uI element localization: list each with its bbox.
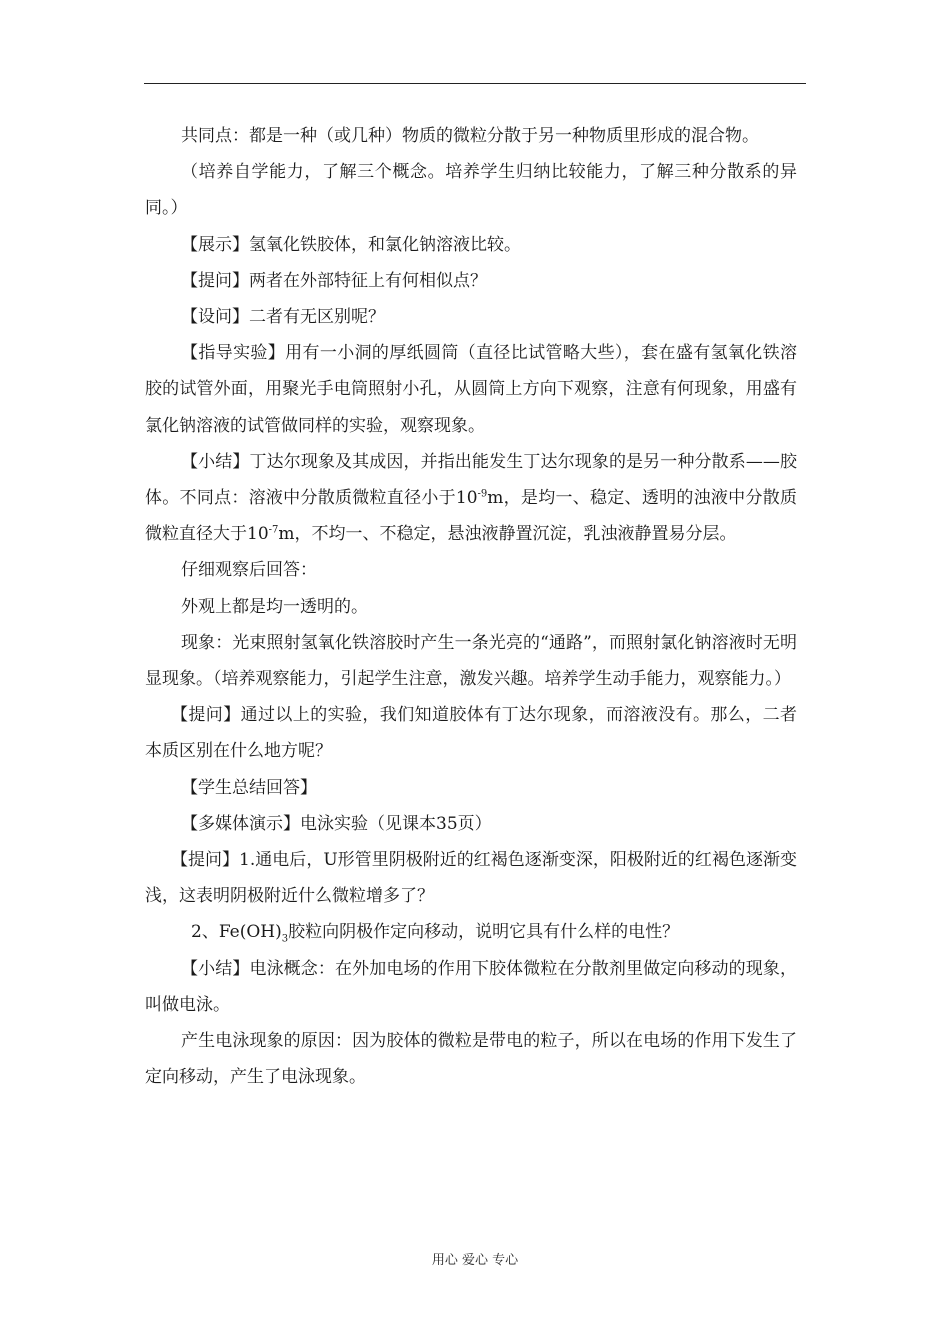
paragraph-question-1: 【提问】两者在外部特征上有何相似点？ [181, 270, 487, 291]
summary-text-b: m，是均一、稳定、透明的浊液中分散质微粒直径大于10 [145, 488, 797, 545]
paragraph-student-summary: 【学生总结回答】 [181, 777, 317, 798]
paragraph-question-2: 【设问】二者有无区别呢？ [181, 307, 385, 328]
paragraph-question-5 [145, 914, 797, 950]
q5-text-a: 2、Fe(OH) [191, 922, 282, 943]
summary-text-c: m，不均一、不稳定，悬浊液静置沉淀，乳浊液静置易分层。 [278, 524, 737, 545]
paragraph-question-4: 【提问】1.通电后，U形管里阴极附近的红褐色逐渐变深，阳极附近的红褐色逐渐变浅，这表明阴极附近什么微粒增多了？ [145, 850, 797, 907]
exponent-2: -7 [268, 524, 279, 536]
subscript-3: 3 [281, 933, 289, 945]
paragraph-show: 【展示】氢氧化铁胶体，和氯化钠溶液比较。 [181, 234, 521, 255]
document-body [145, 118, 797, 1095]
paragraph-phenomenon: 现象：光束照射氢氧化铁溶胶时产生一条光亮的“通路”，而照射氯化钠溶液时无明显现象。（培养观察能力，引起学生注意，激发兴趣。培养学生动手能力，观察能力。） [145, 632, 797, 690]
paragraph-common-points: 共同点：都是一种（或几种）物质的微粒分散于另一种物质里形成的混合物。 [181, 126, 759, 146]
q5-text-b: 胶粒向阴极作定向移动，说明它具有什么样的电性？ [288, 922, 680, 943]
exponent-1: -9 [477, 488, 488, 500]
paragraph-guided-experiment: 【指导实验】用有一小洞的厚纸圆筒（直径比试管略大些），套在盛有氢氧化铁溶胶的试管外面，用聚光手电筒照射小孔，从圆筒上方向下观察，注意有何现象，用盛有氯化钠溶液的试管做同样的实验，观察现象。 [145, 343, 797, 436]
paragraph-teaching-note-1: （培养自学能力，了解三个概念。培养学生归纳比较能力，了解三种分散系的异同。） [145, 162, 797, 219]
paragraph-summary-electrophoresis: 【小结】电泳概念：在外加电场的作用下胶体微粒在分散剂里做定向移动的现象，叫做电泳。 [145, 958, 797, 1015]
summary-text-a: 【小结】丁达尔现象及其成因，并指出能发生丁达尔现象的是另一种分散系——胶体。不同点：溶液中分散质微粒直径小于10 [145, 451, 797, 509]
page-footer: 用心 爱心 专心 [431, 1253, 519, 1268]
paragraph-cause: 产生电泳现象的原因：因为胶体的微粒是带电的粒子，所以在电场的作用下发生了定向移动，产生了电泳现象。 [145, 1031, 797, 1088]
paragraph-multimedia: 【多媒体演示】电泳实验（见课本35页） [181, 813, 492, 834]
paragraph-question-3: 【提问】通过以上的实验，我们知道胶体有丁达尔现象，而溶液没有。那么，二者本质区别在什么地方呢？ [145, 705, 797, 762]
paragraph-appearance: 外观上都是均一透明的。 [181, 596, 368, 617]
paragraph-summary-tyndall [145, 444, 797, 553]
paragraph-observe: 仔细观察后回答： [181, 560, 317, 581]
header-rule [144, 83, 806, 84]
